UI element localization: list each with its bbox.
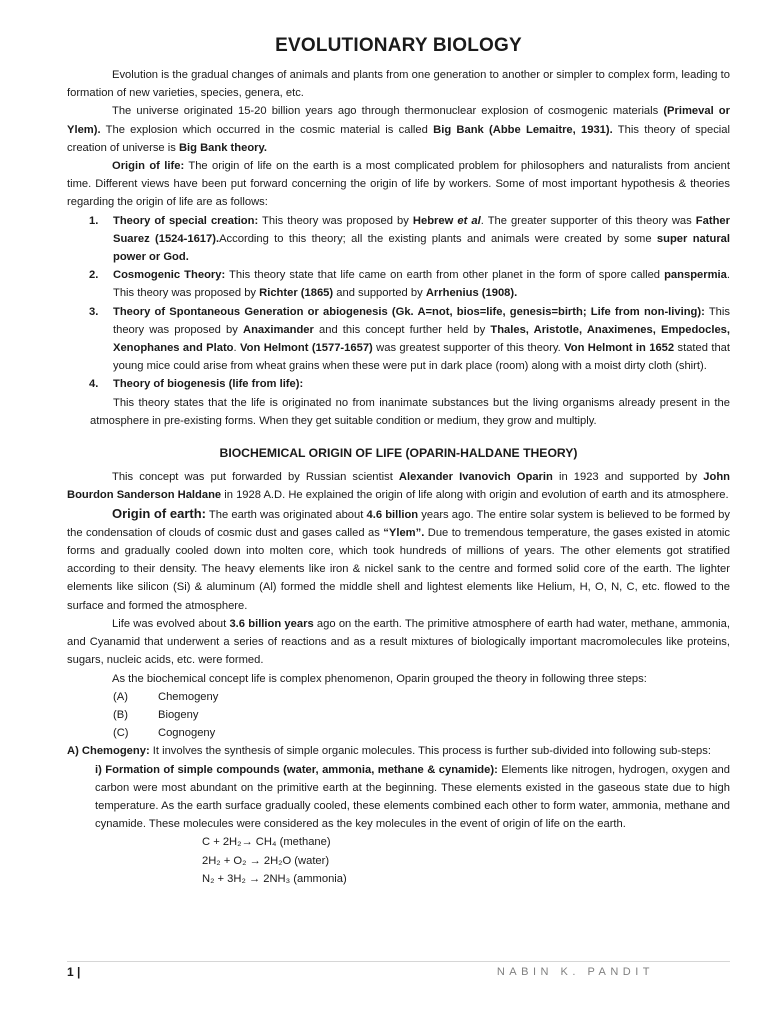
text: This theory of special creation of universe is [67,123,730,154]
theories-list [67,212,730,394]
steps-list [67,688,730,743]
chemogeny-paragraph [67,742,730,760]
bold-term: Von Helmont in 1652 [564,342,675,355]
text: Elements like nitrogen, hydrogen, oxygen and carbon were most abundant on the primitive earth at the beginning. These elements existed in the gaseous state due to high temperature. As the earth surface gradually cooled, these elements combined each other to form water, ammonia, methane and cynamide. These molecules were considered as the key molecules in the event of origin of life on the earth. [95,763,730,831]
bold-term: 4.6 billion [366,508,419,521]
universe-paragraph [67,102,730,157]
bold-term: Father Suarez (1524-1617). [113,214,730,245]
text: . The greater supporter of this theory was [480,214,696,227]
bold-term: 3.6 billion years [229,617,314,630]
theory-item [67,212,730,267]
life-evolved-paragraph [67,615,730,670]
theory-item [67,375,730,393]
sub-step-i [67,761,730,834]
bold-term: Big Bank (Abbe Lemaitre, 1931). [433,123,613,136]
page-number: 1 | [67,965,81,979]
bold-term: Anaximander [242,323,314,336]
text: . [233,342,241,355]
theory-heading: Theory of biogenesis (life from life): [113,378,304,391]
text: This theory states that the life is originated no from inanimate substances but the living organisms already present in the atmosphere in pre-existing forms. When they get suitable condition or medium, they grow and multiply. [90,396,730,427]
text: and this concept further held by [313,323,491,336]
steps-intro: As the biochemical concept life is complex phenomenon, Oparin grouped the theory in following three steps: [112,672,647,685]
text: This theory was proposed by [113,305,730,336]
origin-of-life-paragraph [67,157,730,212]
step-code: (A) [113,690,128,703]
theory-heading: Theory of special creation: [113,214,259,227]
theory-heading: Cosmogenic Theory: [113,269,226,282]
step-item [67,688,730,706]
theory-number: 3. [89,305,99,318]
footer-author: NABIN K. PANDIT [496,966,654,978]
origin-of-life-label: Origin of life: [112,160,185,173]
chemogeny-heading: A) Chemogeny: [67,745,150,758]
italic-term: et al [457,214,481,227]
step-label: Biogeny [158,708,199,721]
bold-term: Von Helmont (1577-1657) [240,342,373,355]
text: in 1928 A.D. He explained the origin of life along with origin and evolution of earth and its atmosphere. [221,489,729,502]
step-label: Chemogeny [158,690,219,703]
text: and supported by [333,287,426,300]
text: This concept was put forwarded by Russian scientist [112,471,399,484]
equation: 2H₂ + O₂ → 2H₂O (water) [202,854,330,867]
bold-term: John Bourdon Sanderson Haldane [67,471,730,502]
bold-term: Arrhenius (1908). [425,287,518,300]
theory-item [67,266,730,302]
text: The earth was originated about [205,508,367,521]
intro-text: Evolution is the gradual changes of animals and plants from one generation to another or simpler to complex form, leading to formation of new varieties, species, genera, etc. [67,69,730,100]
text: Hebrew [412,214,458,227]
text: ago on the earth. The primitive atmosphere of earth had water, methane, ammonia, and Cyanamid that underwent a series of reactions and as a result mixtures of biologically important macromolecules like proteins, sugars, nucleic acids, etc. were formed. [67,617,730,667]
bold-term: Richter (1865) [259,287,334,300]
equation: C + 2H₂→ CH₄ (methane) [202,836,331,849]
bold-term: panspermia [664,269,727,282]
equation: N₂ + 3H₂ → 2NH₃ (ammonia) [202,872,347,885]
page-title: EVOLUTIONARY BIOLOGY [275,35,522,56]
document-page [67,34,730,888]
step-code: (C) [113,727,129,740]
theory-heading: Theory of Spontaneous Generation or abiogenesis (Gk. A=not, bios=life, genesis=birth; Life from non-living): [113,305,705,318]
text: This theory was proposed by [258,214,413,227]
step-item [67,724,730,742]
origin-of-earth-paragraph [67,505,730,615]
step-label: Cognogeny [158,727,216,740]
step-code: (B) [113,708,128,721]
bold-term: Big Bank theory. [178,141,267,154]
text: in 1923 and supported by [552,471,704,484]
bold-term: Alexander Ivanovich Oparin [398,471,553,484]
theory-number: 1. [89,214,99,227]
bold-term [413,215,481,227]
text: It involves the synthesis of simple organic molecules. This process is further sub-divided into following sub-steps: [149,745,711,758]
bold-term: Thales, Aristotle, Anaximenes, Empedocles, Xenophanes and Plato [113,323,730,355]
intro-paragraph [67,66,730,102]
bold-term: “Ylem”. [383,526,425,539]
biogenesis-paragraph [67,394,730,430]
text: Due to tremendous temperature, the gases existed in atomic forms and gradually cooled down into molten core, which took hundreds of millions of years. The other elements got stratified according to their density. The heavy elements like iron & nickel sank to the centre and formed solid core of the earth. The lighter elements like silicon (Si) & aluminum (Al) formed the middle shell and lightest elements like Helium, H, O, N, C, etc. flowed to the surface and formed the atmosphere. [67,526,730,612]
theory-number: 2. [89,269,99,282]
text: Life was evolved about [112,617,230,630]
text: The origin of life on the earth is a most complicated problem for philosophers and naturalists from ancient time. Different views have been put forward concerning the origin of life by workers. Some of most important hypothesis & theories regarding the origin of life are as follows: [67,160,730,209]
text: The explosion which occurred in the cosmic material is called [100,123,434,136]
theory-item [67,303,730,376]
theory-number: 4. [89,378,99,391]
text: stated that young mice could arise from wheat grains when these were put in dark place (room) along with a moist dirty cloth (shirt). [113,342,731,373]
text: This theory state that life came on earth from other planet in the form of spore called [225,269,665,282]
text: was greatest supporter of this theory. [372,342,565,355]
oparin-paragraph [67,468,730,504]
origin-of-earth-label: Origin of earth: [112,505,206,521]
text: According to this theory; all the existing plants and animals were created by some [219,232,657,245]
text: years ago. The entire solar system is believed to be formed by the condensation of clouds of cosmic dust and gases called as [67,508,730,539]
sub-step-heading: i) Formation of simple compounds (water, ammonia, methane & cynamide): [95,763,498,776]
bold-term: (Primeval or Ylem). [67,105,730,136]
text: The universe originated 15-20 billion years ago through thermonuclear explosion of cosmogenic materials [112,105,664,118]
bold-term: super natural power or God. [113,232,731,264]
footer-divider [67,961,730,962]
step-item [67,706,730,724]
section-heading: BIOCHEMICAL ORIGIN OF LIFE (OPARIN-HALDANE THEORY) [219,446,578,461]
text: . This theory was proposed by [113,269,730,300]
